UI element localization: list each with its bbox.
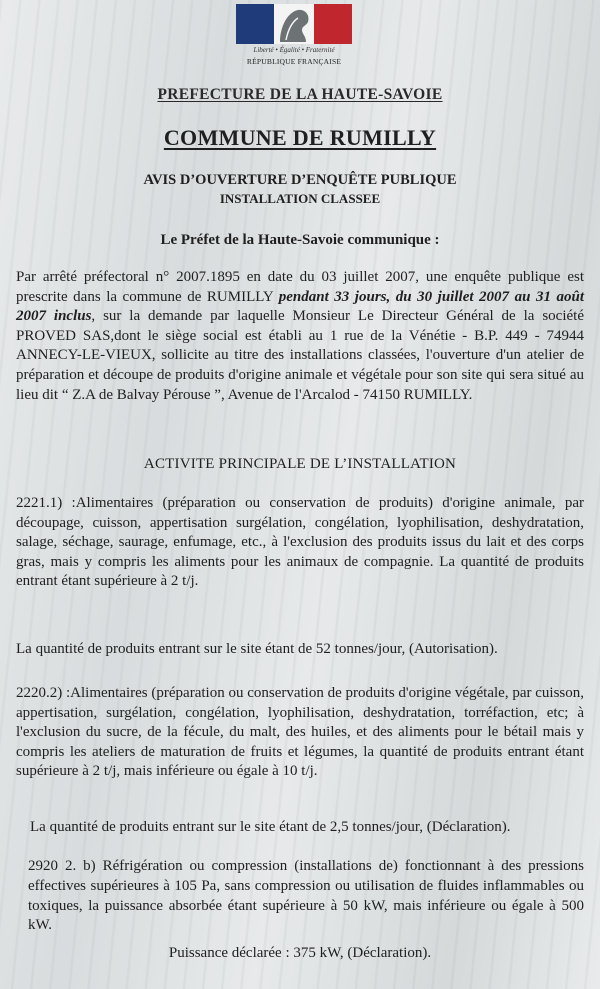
republic-text: RÉPUBLIQUE FRANÇAISE [246,57,342,66]
marianne-logo-icon [236,4,352,44]
activity-heading: ACTIVITE PRINCIPALE DE L’INSTALLATION [143,456,457,472]
prefecture-heading: PREFECTURE DE LA HAUTE-SAVOIE [157,86,443,103]
notice-title: AVIS D’OUVERTURE D’ENQUÊTE PUBLIQUE [143,172,457,188]
activity-2220-paragraph: 2220.2) :Alimentaires (préparation ou conservation de produits d'origine végétale, par cuisson, appertisation, surgélation, congélation, lyophilisation, deshydratation, torréfaction, etc; à l'exclusion du sucre, de la fécule, du malt, des huiles, et des aliments pour le bétail mais y compris les ateliers de maturation de fruits et légumes, la quantité de produits entrant étant supérieure à 2 t/j, mais inférieure ou égale à 10 t/j. [16,685,584,780]
inquiry-dates: pendant 33 jours, du 30 juillet 2007 au 31 août 2007 inclus [16,288,584,325]
quantity-2221-paragraph: La quantité de produits entrant sur le site étant de 52 tonnes/jour, (Autorisation). [16,641,498,657]
declared-power-line: Puissance déclarée : 375 kW, (Déclaration). [168,945,432,961]
quantity-2220-paragraph: La quantité de produits entrant sur le site étant de 2,5 tonnes/jour, (Déclaration). [30,819,511,835]
republic-logo [236,4,352,66]
activity-2221-paragraph: 2221.1) :Alimentaires (préparation ou conservation de produits) d'origine animale, par découpage, cuisson, appertisation surgélation, congélation, lyophilisation, deshydratation, salage, séchage, saurage, enfumage, etc., à l'exclusion des produits issus du lait et des corps gras, mais y compris les aliments pour les animaux de compagnie. La quantité de produits entrant étant supérieure à 2 t/j. [16,495,584,590]
decree-paragraph [16,268,584,405]
installation-subtitle: INSTALLATION CLASSEE [219,191,381,206]
commune-title: COMMUNE DE RUMILLY [163,125,437,150]
prefect-statement: Le Préfet de la Haute-Savoie communique : [160,232,440,248]
decree-text-start: Par arrêté préfectoral n° 2007.1895 en date du 03 juillet 2007, une enquête publique est prescrite dans la commune de RUMILLY [16,269,584,305]
motto-text: Liberté • Égalité • Fraternité [253,46,335,54]
activity-2920-paragraph: 2920 2. b) Réfrigération ou compression (installations de) fonctionnant à des pressions effectives supérieures à 105 Pa, sans compression ou utilisation de fluides inflammables ou toxiques, la puissance absorbée étant supérieure à 50 kW, mais inférieure ou égale à 500 kW. [28,858,584,934]
decree-text-end: , sur la demande par laquelle Monsieur Le Directeur Général de la société PROVED SAS,dont le siège social est établi au 1 rue de la Vénétie - B.P. 449 - 74944 ANNECY-LE-VIEUX, sollicite au titre des installations classées, l'ouverture d'un atelier de préparation et découpe de produits d'origine animale et végétale pour son site qui sera situé au lieu dit “ Z.A de Balvay Pérouse ”, Avenue de l'Arcalod - 74150 RUMILLY. [16,308,584,403]
